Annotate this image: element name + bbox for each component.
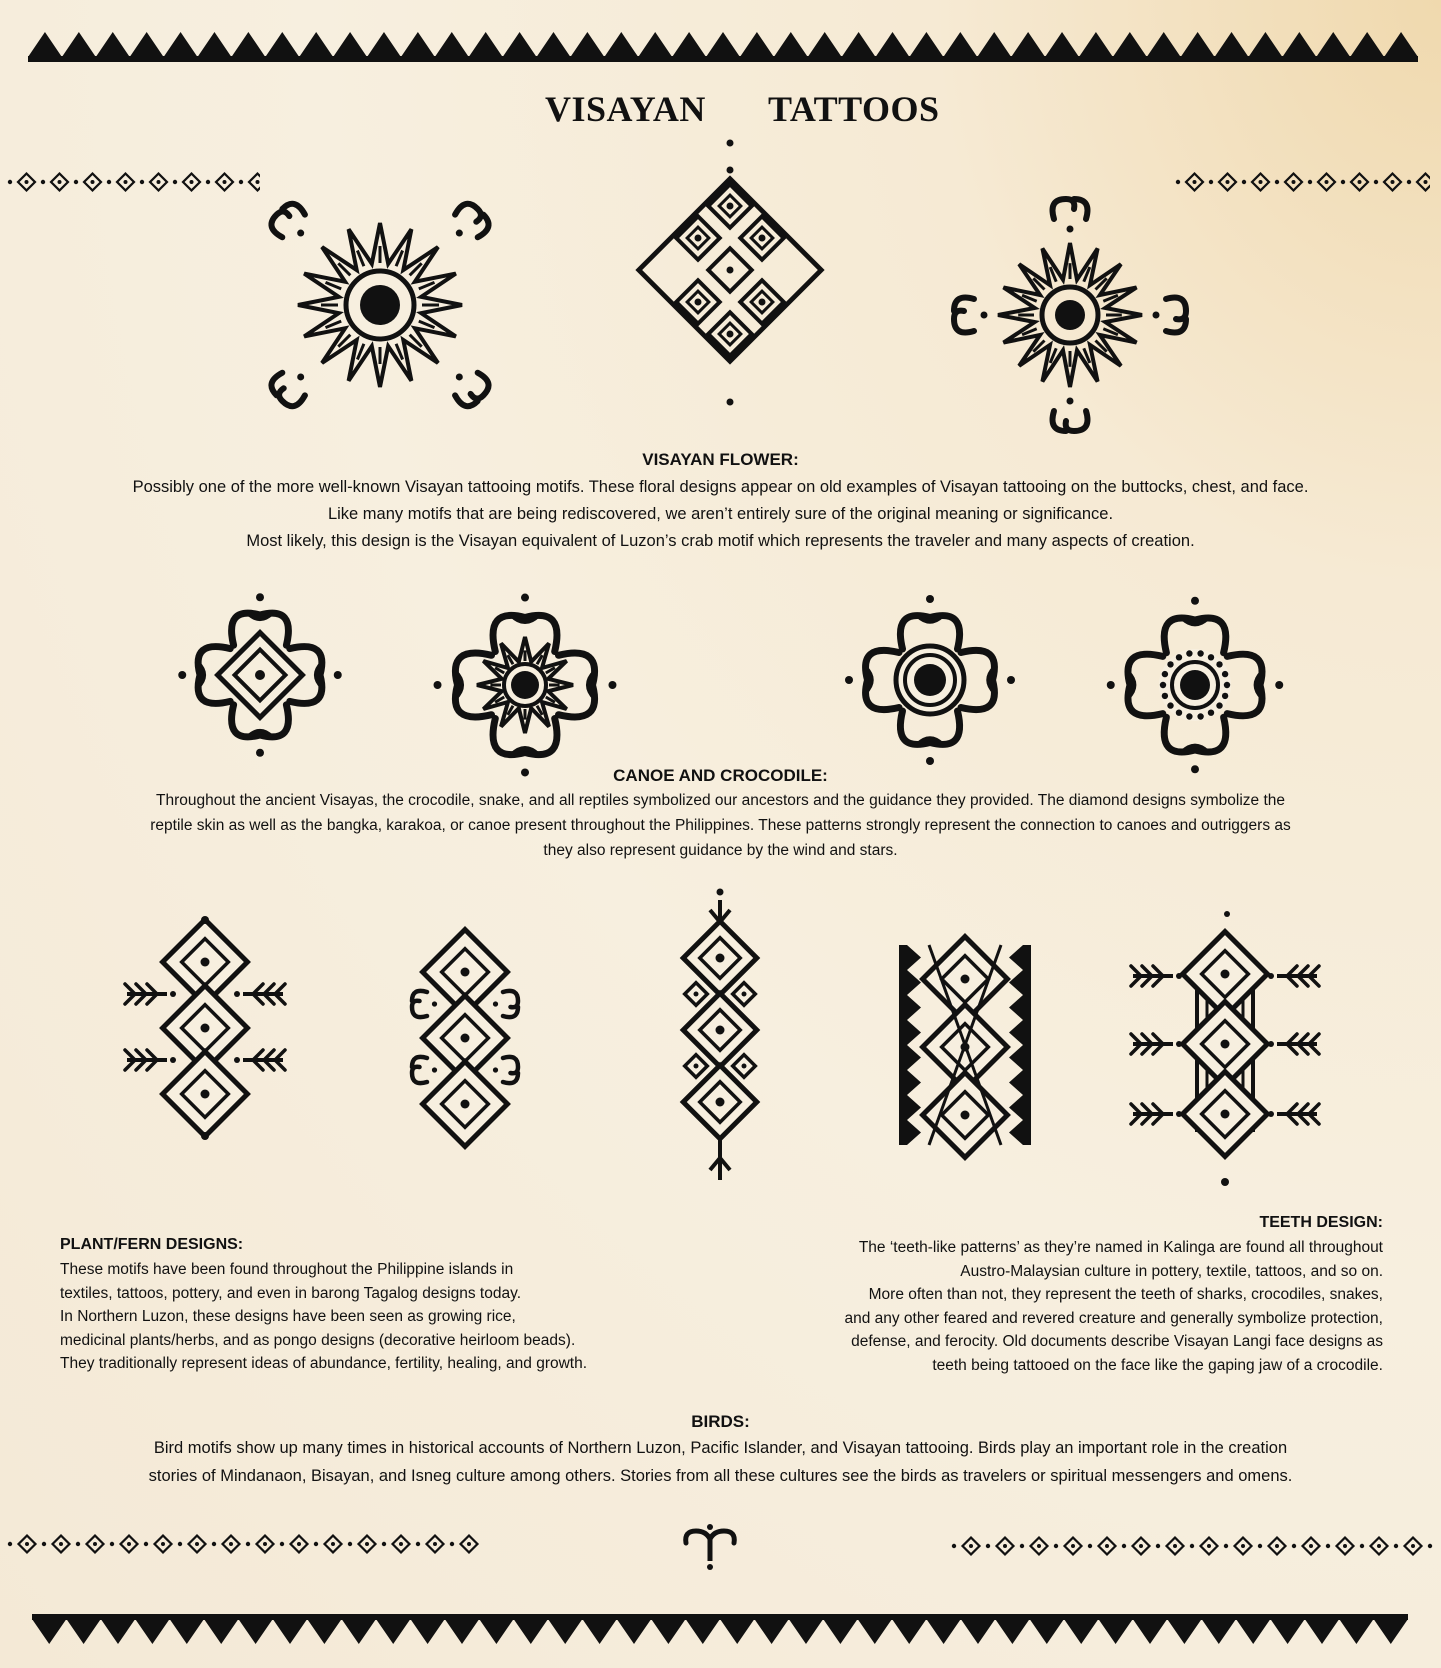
ornament-shape — [1107, 681, 1115, 689]
sun-flower-icon — [945, 190, 1195, 440]
ornament-shape — [503, 991, 518, 1017]
ornament-shape — [1180, 670, 1210, 700]
ornament-shape — [1176, 180, 1180, 184]
ornament-shape — [1167, 661, 1173, 667]
ornament-shape — [290, 647, 342, 704]
ornament-shape — [297, 1542, 301, 1546]
ornament-shape — [900, 595, 959, 649]
teeth-line: The ‘teeth-like patterns’ as they’re named in Kalinga are found all throughout — [858, 1239, 1383, 1256]
ornament-shape — [1258, 1544, 1262, 1548]
ornament-shape — [1153, 312, 1160, 319]
teeth-line: and any other feared and revered creature and generally symbolize protection, — [844, 1309, 1383, 1327]
ornament-shape — [461, 968, 470, 977]
ornament-shape — [1190, 1544, 1194, 1548]
canoe-heading: CANOE AND CROCODILE: — [613, 766, 828, 785]
sun-flower-icon — [255, 190, 505, 420]
top-zigzag-border — [0, 30, 1441, 66]
ornament-shape — [382, 1542, 386, 1546]
ornament-shape — [170, 991, 176, 997]
ornament-shape — [1222, 693, 1228, 699]
ornament-shape — [727, 203, 734, 210]
ornament-shape — [93, 1542, 97, 1546]
ornament-shape — [1216, 661, 1222, 667]
ornament-shape — [1268, 973, 1274, 979]
ornament-shape — [1292, 180, 1296, 184]
ornament-shape — [1003, 1544, 1007, 1548]
ornament-shape — [1407, 180, 1411, 184]
ornament-shape — [707, 1524, 713, 1530]
ornament-shape — [1268, 1034, 1319, 1054]
ornament-shape — [1164, 597, 1226, 653]
ornament-shape — [234, 1050, 285, 1070]
ornament-shape — [434, 681, 442, 689]
ornament-shape — [1105, 1544, 1109, 1548]
diamond-dot-row-bottom-right — [940, 1534, 1440, 1558]
ornament-shape — [493, 1057, 518, 1083]
ornament-shape — [212, 1542, 216, 1546]
ornament-shape — [493, 1001, 498, 1006]
flower-line: Possibly one of the more well-known Visayan tattooing motifs. These floral designs appear on old examples of Visayan tattooing on the buttocks, chest, and face. — [132, 478, 1309, 496]
diamond-scroll-column-icon — [395, 930, 535, 1150]
ornament-shape — [742, 992, 747, 997]
ornament-shape — [467, 1542, 471, 1546]
ornament-shape — [256, 749, 264, 757]
ornament-shape — [1268, 966, 1319, 986]
ornament-shape — [256, 593, 264, 601]
ornament-shape — [716, 954, 725, 963]
ornament-shape — [511, 671, 539, 699]
ornament-shape — [1176, 710, 1182, 716]
ornament-shape — [140, 180, 144, 184]
ornament-shape — [1221, 1110, 1230, 1119]
ornament-shape — [267, 362, 315, 410]
ornament-shape — [201, 1024, 210, 1033]
ornament-shape — [58, 180, 62, 184]
ornament-shape — [1088, 1544, 1092, 1548]
bottom-zigzag-border — [0, 1610, 1441, 1650]
ornament-shape — [234, 991, 240, 997]
ornament-shape — [954, 298, 988, 333]
birds-text — [0, 1434, 1441, 1490]
ornament-shape — [759, 235, 766, 242]
ornament-shape — [1053, 199, 1088, 219]
birds-line: stories of Mindanaon, Bisayan, and Isneg culture among others. Stories from all these cultures see the birds as travelers or spiritual messengers and omens. — [148, 1467, 1293, 1485]
ornament-shape — [716, 1026, 725, 1035]
ornament-shape — [8, 174, 260, 191]
ornament-shape — [232, 705, 289, 757]
ornament-shape — [232, 593, 289, 645]
ornament-shape — [178, 647, 230, 704]
flower-line: Like many motifs that are being rediscovered, we aren’t entirely sure of the original meaning or significance. — [327, 505, 1114, 523]
canoe-line: they also represent guidance by the wind and stars. — [543, 842, 898, 859]
bird-icon — [680, 1520, 740, 1570]
ornament-shape — [707, 1564, 713, 1570]
ornament-shape — [1242, 180, 1246, 184]
ornament-shape — [1411, 1544, 1415, 1548]
ornament-shape — [926, 757, 934, 765]
ornament-shape — [1071, 1544, 1075, 1548]
ornament-shape — [914, 664, 946, 696]
ornament-shape — [969, 1544, 973, 1548]
ornament-shape — [450, 1542, 454, 1546]
ornament-shape — [423, 930, 508, 1147]
ornament-shape — [157, 180, 161, 184]
ornament-shape — [694, 992, 699, 997]
ornament-shape — [8, 1542, 12, 1546]
ornament-shape — [1207, 1544, 1211, 1548]
ornament-shape — [1268, 1041, 1274, 1047]
ornament-shape — [1374, 180, 1378, 184]
ornament-shape — [1275, 180, 1279, 184]
ornament-shape — [1341, 180, 1345, 184]
birds-heading: BIRDS: — [691, 1412, 750, 1431]
plant-line: They traditionally represent ideas of abundance, fertility, healing, and growth. — [60, 1355, 588, 1372]
ornament-shape — [1166, 298, 1186, 333]
ornament-shape — [8, 180, 12, 184]
ornament-shape — [239, 180, 243, 184]
ornament-shape — [331, 1542, 335, 1546]
ornament-shape — [1131, 1104, 1182, 1124]
ornament-shape — [399, 1542, 403, 1546]
ornament-shape — [1186, 650, 1192, 656]
ornament-shape — [190, 180, 194, 184]
plant-line: textiles, tattoos, pottery, and even in barong Tagalog designs today. — [60, 1284, 521, 1302]
ornament-shape — [727, 140, 734, 147]
ornament-shape — [727, 331, 734, 338]
ornament-shape — [1227, 654, 1283, 716]
ornament-shape — [1162, 671, 1168, 677]
canoe-text — [0, 788, 1441, 863]
ornament-shape — [900, 711, 959, 765]
ornament-shape — [28, 32, 1418, 57]
ornament-shape — [107, 180, 111, 184]
ornament-shape — [173, 180, 177, 184]
ornament-shape — [1139, 1544, 1143, 1548]
ornament-shape — [1122, 1544, 1126, 1548]
ornament-shape — [127, 1542, 131, 1546]
ornament-shape — [412, 991, 437, 1017]
ornament-shape — [845, 650, 899, 709]
ornament-shape — [608, 681, 616, 689]
flower-icon — [835, 585, 1025, 775]
ornament-shape — [1326, 1544, 1330, 1548]
ornament-shape — [223, 180, 227, 184]
ornament-shape — [952, 1544, 956, 1548]
ornament-shape — [161, 1542, 165, 1546]
ornament-shape — [1156, 1544, 1160, 1548]
ornament-shape — [201, 1132, 209, 1140]
ornament-shape — [986, 1544, 990, 1548]
ornament-shape — [1176, 654, 1182, 660]
ornament-shape — [461, 1034, 470, 1043]
ornament-shape — [1224, 682, 1230, 688]
page-title-right: TATTOOS — [768, 89, 940, 129]
ornament-shape — [41, 180, 45, 184]
ornament-shape — [1391, 180, 1395, 184]
ornament-shape — [234, 984, 285, 1004]
ornament-shape — [74, 180, 78, 184]
ornament-shape — [412, 1057, 437, 1083]
ornament-shape — [412, 1057, 427, 1083]
ornament-shape — [1183, 932, 1268, 1157]
ornament-shape — [1053, 199, 1088, 233]
ornament-shape — [1153, 298, 1187, 333]
ornament-shape — [759, 299, 766, 306]
ornament-shape — [314, 1542, 318, 1546]
ornament-shape — [1067, 226, 1074, 233]
ornament-shape — [952, 1538, 1432, 1555]
ornament-shape — [694, 1064, 699, 1069]
ornament-shape — [683, 921, 757, 1139]
ornament-shape — [32, 1614, 1408, 1620]
ornament-shape — [1221, 1040, 1230, 1049]
ornament-shape — [1224, 1544, 1228, 1548]
ornament-shape — [981, 312, 988, 319]
ornament-shape — [1055, 300, 1085, 330]
ornament-shape — [1037, 1544, 1041, 1548]
ornament-shape — [91, 180, 95, 184]
teeth-line: teeth being tattooed on the face like the gaping jaw of a crocodile. — [932, 1356, 1383, 1374]
ornament-shape — [334, 671, 342, 679]
ornament-shape — [124, 180, 128, 184]
diamond-dot-row-top-left — [0, 170, 260, 194]
ornament-shape — [255, 670, 265, 680]
ornament-shape — [1292, 1544, 1296, 1548]
ornament-shape — [256, 180, 260, 184]
ornament-shape — [76, 1542, 80, 1546]
ornament-shape — [1176, 1111, 1182, 1117]
teeth-line: defense, and ferocity. Old documents describe Visayan Langi face designs as — [851, 1333, 1383, 1350]
ornament-shape — [365, 1542, 369, 1546]
ornament-shape — [1424, 180, 1428, 184]
ornament-shape — [234, 1057, 240, 1063]
ornament-shape — [695, 299, 702, 306]
ornament-shape — [1209, 180, 1213, 184]
flower-icon — [430, 590, 620, 780]
ornament-shape — [170, 1057, 176, 1063]
ornament-shape — [1007, 676, 1015, 684]
ornament-shape — [178, 671, 186, 679]
ornament-shape — [416, 1542, 420, 1546]
ornament-shape — [1176, 1041, 1182, 1047]
ornament-shape — [961, 650, 1015, 709]
ornament-shape — [360, 285, 400, 325]
ornament-shape — [1275, 681, 1283, 689]
ornament-shape — [454, 372, 464, 382]
ornament-shape — [1226, 180, 1230, 184]
ornament-shape — [717, 889, 724, 896]
page-title-left: VISAYAN — [545, 89, 706, 129]
ornament-shape — [1009, 945, 1031, 1145]
ornament-shape — [444, 362, 492, 410]
ornament-shape — [195, 1542, 199, 1546]
ornament-shape — [110, 1542, 114, 1546]
ornament-shape — [639, 179, 821, 361]
canoe-line: reptile skin as well as the bangka, karakoa, or canoe present throughout the Philippines. These patterns strongly represent the connection to canoes and outriggers as — [150, 817, 1291, 834]
ornament-shape — [1221, 970, 1230, 979]
fern-column-icon — [140, 875, 270, 1185]
ornament-shape — [1054, 1544, 1058, 1548]
ornament-shape — [1053, 411, 1088, 431]
ornament-shape — [1222, 671, 1228, 677]
ornament-shape — [1208, 654, 1214, 660]
flower-heading: VISAYAN FLOWER: — [642, 450, 799, 469]
ornament-shape — [1131, 966, 1182, 986]
ornament-shape — [201, 916, 209, 924]
plant-heading: PLANT/FERN DESIGNS: — [60, 1236, 244, 1253]
ornament-shape — [1221, 1178, 1229, 1186]
ornament-shape — [163, 920, 248, 1137]
ornament-shape — [1394, 1544, 1398, 1548]
ornament-shape — [1131, 1034, 1182, 1054]
ornament-shape — [263, 1542, 267, 1546]
ornament-shape — [1176, 174, 1430, 191]
ornament-shape — [1208, 710, 1214, 716]
ornament-shape — [1224, 911, 1230, 917]
ornament-shape — [144, 1542, 148, 1546]
ornament-shape — [25, 180, 29, 184]
ornament-shape — [1164, 717, 1226, 773]
diamond-dot-row-top-right — [1170, 170, 1430, 194]
ornament-shape — [954, 298, 974, 333]
ornament-shape — [493, 1067, 498, 1072]
ornament-shape — [28, 56, 1418, 62]
ornament-shape — [716, 1098, 725, 1107]
ornament-shape — [42, 1542, 46, 1546]
ornament-shape — [201, 958, 210, 967]
plant-text — [60, 1258, 587, 1376]
ornament-shape — [1268, 1104, 1319, 1124]
plant-line: These motifs have been found throughout the Philippine islands in — [60, 1261, 514, 1278]
ornament-shape — [1020, 1544, 1024, 1548]
ornament-shape — [28, 32, 1418, 57]
ornament-shape — [280, 1542, 284, 1546]
ornament-shape — [1162, 693, 1168, 699]
fern-ladder-column-icon — [1140, 905, 1310, 1195]
ornament-shape — [201, 1090, 210, 1099]
ornament-shape — [125, 984, 176, 1004]
ornament-shape — [125, 1050, 176, 1070]
ornament-shape — [521, 594, 529, 602]
teeth-column-icon — [895, 925, 1035, 1165]
ornament-shape — [1167, 702, 1173, 708]
diamond-lattice-icon — [615, 125, 845, 415]
ornament-shape — [206, 180, 210, 184]
ornament-shape — [1107, 654, 1163, 716]
ornament-shape — [493, 991, 518, 1017]
ornament-shape — [1197, 650, 1203, 656]
ornament-shape — [1160, 682, 1166, 688]
ornament-shape — [296, 372, 306, 382]
diamond-dot-row-bottom-left — [0, 1532, 480, 1556]
flower-icon — [1100, 585, 1290, 785]
ornament-shape — [444, 199, 492, 247]
ornament-shape — [178, 1542, 182, 1546]
birds-line: Bird motifs show up many times in historical accounts of Northern Luzon, Pacific Islander, and Visayan tattooing. Birds play an important role in the creation — [153, 1439, 1288, 1457]
ornament-shape — [433, 1542, 437, 1546]
ornament-shape — [1176, 973, 1182, 979]
ornament-shape — [1343, 1544, 1347, 1548]
ornament-shape — [432, 1067, 437, 1072]
ornament-shape — [727, 399, 734, 406]
ornament-shape — [1197, 713, 1203, 719]
ornament-shape — [32, 1619, 1408, 1644]
ornament-shape — [296, 228, 306, 238]
ornament-shape — [1191, 597, 1199, 605]
crescent-moon-icon — [189, 892, 221, 908]
diamond-chain-column-icon — [665, 885, 775, 1195]
plant-line: medicinal plants/herbs, and as pongo designs (decorative heirloom beads). — [60, 1331, 576, 1349]
ornament-shape — [961, 975, 970, 984]
ornament-shape — [1268, 1111, 1274, 1117]
ornament-shape — [1309, 1544, 1313, 1548]
flower-line: Most likely, this design is the Visayan equivalent of Luzon’s crab motif which represents the traveler and many aspects of creation. — [246, 532, 1195, 550]
ornament-shape — [1325, 180, 1329, 184]
ornament-shape — [412, 991, 427, 1017]
ornament-shape — [432, 1001, 437, 1006]
teeth-heading: TEETH DESIGN: — [1259, 1214, 1383, 1231]
ornament-shape — [1173, 1544, 1177, 1548]
ornament-shape — [1053, 398, 1088, 432]
ornament-shape — [1360, 1544, 1364, 1548]
canoe-line: Throughout the ancient Visayas, the crocodile, snake, and all reptiles symbolized our ancestors and the guidance they provided. The diamond designs symbolize the — [155, 792, 1286, 809]
ornament-shape — [1241, 1544, 1245, 1548]
ornament-shape — [267, 199, 315, 247]
ornament-shape — [1216, 702, 1222, 708]
ornament-shape — [32, 1619, 1408, 1644]
ornament-shape — [1186, 713, 1192, 719]
ornament-shape — [1428, 1544, 1432, 1548]
flower-text — [0, 474, 1441, 555]
ornament-shape — [1259, 180, 1263, 184]
ornament-shape — [1358, 180, 1362, 184]
ornament-shape — [1067, 398, 1074, 405]
ornament-shape — [926, 595, 934, 603]
ornament-shape — [348, 1542, 352, 1546]
ornament-shape — [1377, 1544, 1381, 1548]
crescent-moon-icon — [189, 1154, 221, 1170]
teeth-text — [844, 1236, 1383, 1377]
ornament-shape — [461, 1100, 470, 1109]
ornament-shape — [246, 1542, 250, 1546]
ornament-shape — [727, 267, 734, 274]
ornament-shape — [59, 1542, 63, 1546]
ornament-shape — [229, 1542, 233, 1546]
ornament-shape — [1308, 180, 1312, 184]
ornament-shape — [1193, 180, 1197, 184]
ornament-shape — [899, 945, 921, 1145]
ornament-shape — [454, 228, 464, 238]
teeth-line: Austro-Malaysian culture in pottery, textile, tattoos, and so on. — [960, 1262, 1383, 1280]
ornament-shape — [1275, 1544, 1279, 1548]
flower-icon — [165, 580, 355, 770]
ornament-shape — [742, 1064, 747, 1069]
ornament-shape — [695, 235, 702, 242]
ornament-shape — [503, 1057, 518, 1083]
ornament-shape — [961, 1111, 970, 1120]
ornament-shape — [845, 676, 853, 684]
ornament-shape — [25, 1542, 29, 1546]
ornament-shape — [8, 1536, 480, 1553]
teeth-line: More often than not, they represent the teeth of sharks, crocodiles, snakes, — [868, 1286, 1383, 1303]
ornament-shape — [727, 167, 734, 174]
plant-line: In Northern Luzon, these designs have been seen as growing rice, — [60, 1308, 516, 1325]
